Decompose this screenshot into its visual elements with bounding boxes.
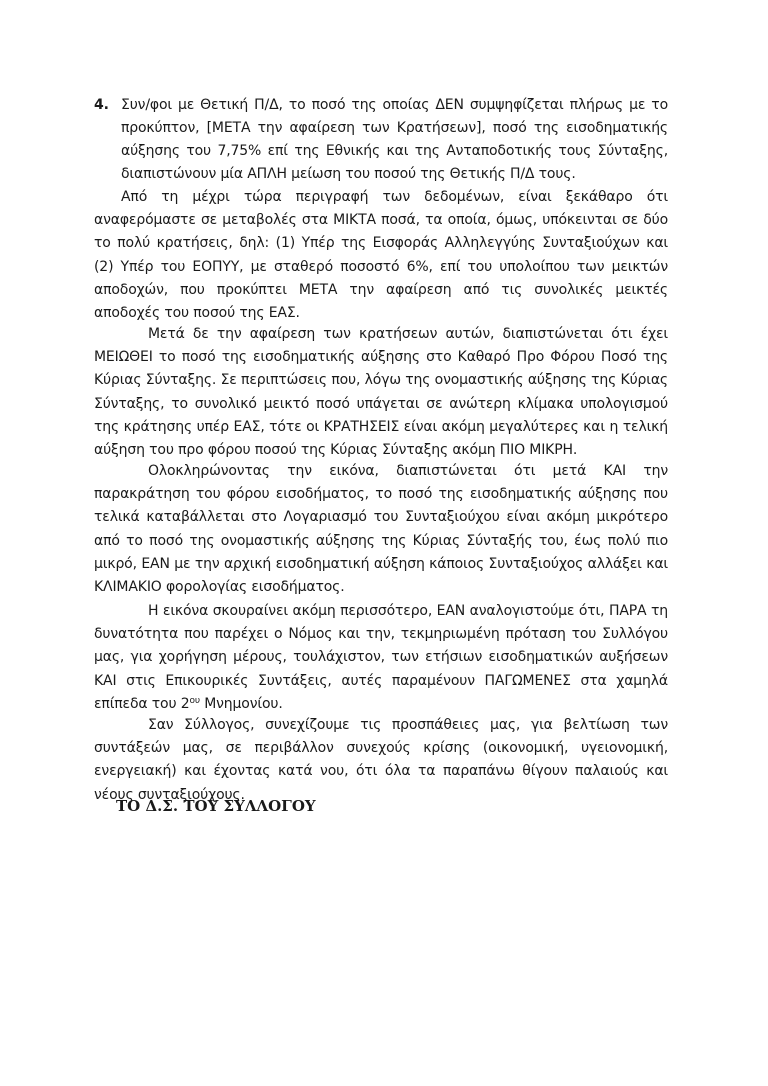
paragraph-5: Σαν Σύλλογος, συνεχίζουμε τις προσπάθειες μας, για βελτίωση των συντάξεών μας, σε περιβάλλον συνεχούς κρίσης (οικονομική, υγειονομική, ενεργειακή) και έχοντας κατά νου, ότι όλα τα παραπάνω θίγουν παλαιούς και νέους συνταξιούχους. xyxy=(94,717,668,803)
paragraph-3: Ολοκληρώνοντας την εικόνα, διαπιστώνεται ότι μετά ΚΑΙ την παρακράτηση του φόρου εισοδήματος, το ποσό της εισοδηματικής αύξησης που τελικά καταβάλλεται στο Λογαριασμό του Συνταξιούχου είναι ακόμη μικρότερο από το ποσό της ονομαστικής αύξησης της Κύριας Σύνταξής του, έως πολύ πιο μικρό, ΕΑΝ με την αρχική εισοδηματική αύξηση κάποιος Συνταξιούχος αλλάξει και ΚΛΙΜΑΚΙΟ φορολογίας εισοδήματος. xyxy=(94,463,668,596)
paragraph-1: Από τη μέχρι τώρα περιγραφή των δεδομένων, είναι ξεκάθαρο ότι αναφερόμαστε σε μεταβολές στα ΜΙΚΤΑ ποσά, τα οποία, όμως, υπόκεινται σε δύο το πολύ κρατήσεις, δηλ: (1) Υπέρ της Εισφοράς Αλληλεγγύης Συνταξιούχων και (2) Υπέρ του ΕΟΠΥΥ, με σταθερό ποσοστό 6%, επί του υπολοίπου των μεικτών αποδοχών, που προκύπτει ΜΕΤΑ την αφαίρεση από τις συνολικές μεικτές αποδοχές του ποσού της ΕΑΣ. xyxy=(94,189,668,322)
list-item-4 xyxy=(94,94,668,186)
paragraph-4-end: Μνημονίου. xyxy=(199,695,283,712)
list-item-number: 4. xyxy=(94,97,109,113)
paragraph-2: Μετά δε την αφαίρεση των κρατήσεων αυτών, διαπιστώνεται ότι έχει ΜΕΙΩΘΕΙ το ποσό της εισοδηματικής αύξησης στο Καθαρό Προ Φόρου Ποσό της Κύριας Σύνταξης. Σε περιπτώσεις που, λόγω της ονομαστικής αύξησης της Κύριας Σύνταξης, το συνολικό μεικτό ποσό υπάγεται σε ανώτερη κλίμακα υπολογισμού της κράτησης υπέρ ΕΑΣ, τότε οι ΚΡΑΤΗΣΕΙΣ είναι ακόμη μεγαλύτερες και η τελική αύξηση του προ φόρου ποσού της Κύριας Σύνταξης ακόμη ΠΙΟ ΜΙΚΡΗ. xyxy=(94,326,668,459)
list-item-text: Συν/φοι με Θετική Π/Δ, το ποσό της οποίας ΔΕΝ συμψηφίζεται πλήρως με το προκύπτον, [ΜΕΤΑ την αφαίρεση των Κρατήσεων], ποσό της εισοδηματικής αύξησης του 7,75% επί της Εθνικής και της Ανταποδοτικής τους Σύνταξης, διαπιστώνουν μία ΑΠΛΗ μείωση του ποσού της Θετικής Π/Δ τους. xyxy=(121,97,668,182)
signature: ΤΟ Δ.Σ. ΤΟΥ ΣΥΛΛΟΓΟΥ xyxy=(116,797,316,815)
paragraph-4-main: Η εικόνα σκουραίνει ακόμη περισσότερο, ΕΑΝ αναλογιστούμε ότι, ΠΑΡΑ τη δυνατότητα που παρέχει ο Νόμος και την, τεκμηριωμένη πρόταση του Συλλόγου μας, για χορήγηση μέρους, τουλάχιστον, των ετήσιων εισοδηματικών αυξήσεων ΚΑΙ στις Επικουρικές Συντάξεις, αυτές παραμένουν ΠΑΓΩΜΕΝΕΣ στα χαμηλά επίπεδα του 2 xyxy=(94,603,668,712)
ordinal-superscript: ου xyxy=(189,695,200,706)
paragraph-4 xyxy=(94,600,668,716)
